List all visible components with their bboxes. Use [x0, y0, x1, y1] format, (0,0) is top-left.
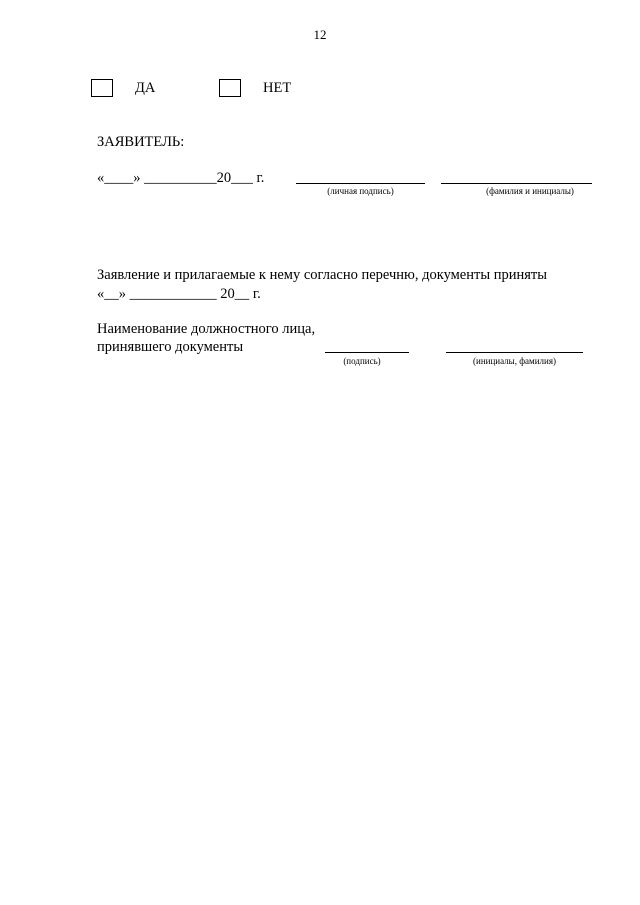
official-name-caption: (инициалы, фамилия)	[473, 356, 556, 366]
official-title-line2: принявшего документы	[97, 339, 244, 355]
yes-label: ДА	[135, 80, 156, 96]
official-signature-line	[325, 352, 409, 353]
yes-checkbox[interactable]	[91, 79, 113, 97]
official-title-line1: Наименование должностного лица,	[97, 321, 316, 337]
applicant-signature-caption: (личная подпись)	[327, 186, 394, 196]
official-signature-caption: (подпись)	[343, 356, 381, 366]
applicant-name-caption: (фамилия и инициалы)	[486, 186, 574, 196]
no-checkbox[interactable]	[219, 79, 241, 97]
official-name-line	[446, 352, 583, 353]
applicant-name-line	[441, 183, 592, 184]
no-label: НЕТ	[263, 80, 292, 96]
acceptance-statement: Заявление и прилагаемые к нему согласно перечню, документы приняты	[97, 267, 547, 283]
acceptance-date-line: «__» ____________ 20__ г.	[97, 286, 261, 302]
applicant-date-line: «____» __________20___ г.	[97, 170, 265, 186]
applicant-signature-line	[296, 183, 425, 184]
page-number: 12	[313, 27, 327, 42]
applicant-heading: ЗАЯВИТЕЛЬ:	[97, 134, 185, 150]
